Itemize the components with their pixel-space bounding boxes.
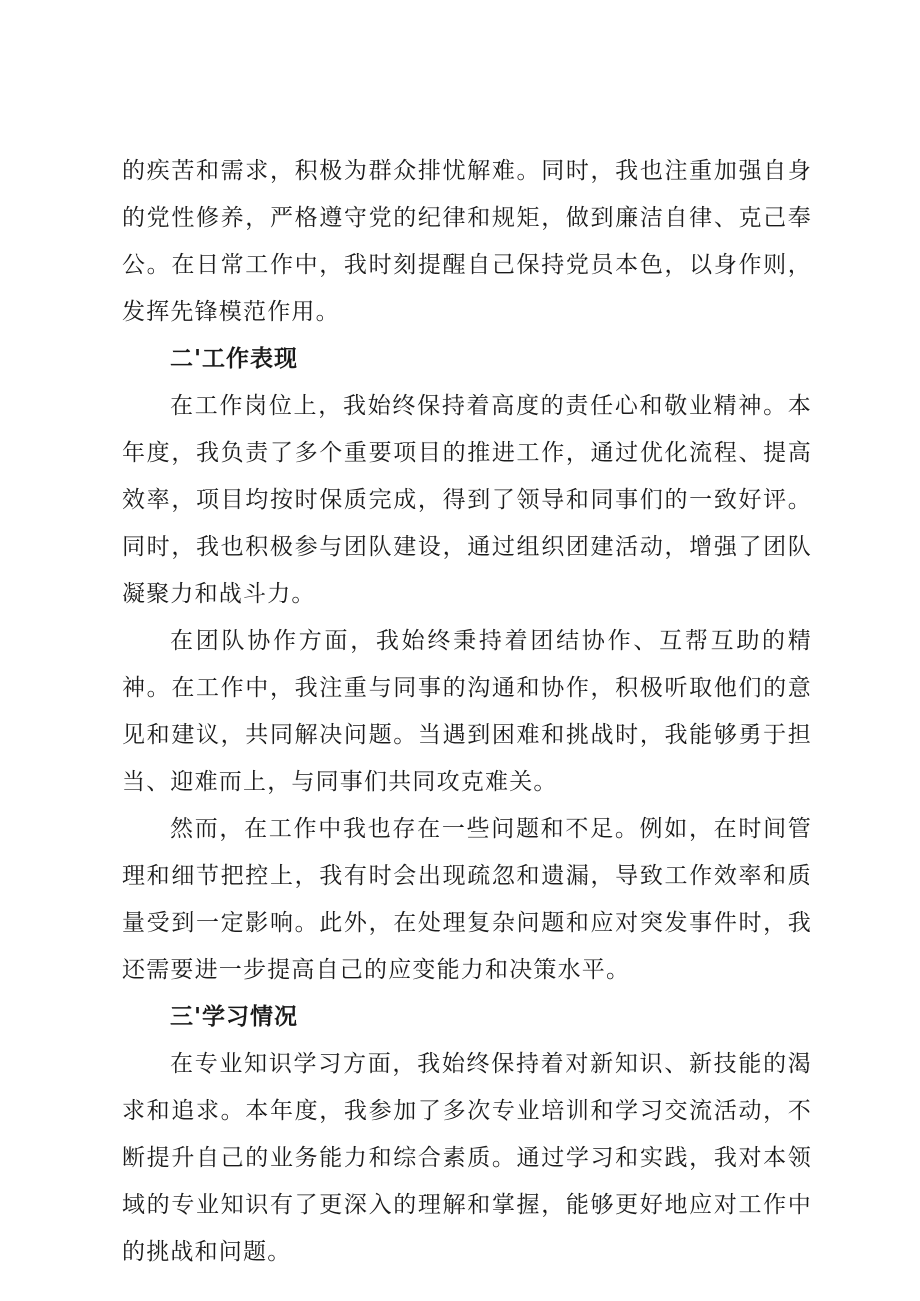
paragraph-professional-study: 在专业知识学习方面，我始终保持着对新知识、新技能的渴求和追求。本年度，我参加了多次专业培训和学习交流活动，不断提升自己的业务能力和综合素质。通过学习和实践，我对本领域的专业知识有了更深入的理解和掌握，能够更好地应对工作中的挑战和问题。 <box>122 1051 812 1265</box>
paragraph-shortcomings: 然而，在工作中我也存在一些问题和不足。例如，在时间管理和细节把控上，我有时会出现疏忽和遗漏，导致工作效率和质量受到一定影响。此外，在处理复杂问题和应对突发事件时，我还需要进一步提高自己的应变能力和决策水平。 <box>122 816 812 983</box>
section-heading-study: 三'学习情况 <box>170 1004 299 1030</box>
paragraph-continuation: 的疾苦和需求，积极为群众排忧解难。同时，我也注重加强自身的党性修养，严格遵守党的纪律和规矩，做到廉洁自律、克己奉公。在日常工作中，我时刻提醒自己保持党员本色，以身作则，发挥先锋模范作用。 <box>122 158 812 325</box>
document-body <box>122 148 812 1276</box>
paragraph-teamwork: 在团队协作方面，我始终秉持着团结协作、互帮互助的精神。在工作中，我注重与同事的沟通和协作，积极听取他们的意见和建议，共同解决问题。当遇到困难和挑战时，我能够勇于担当、迎难而上，与同事们共同攻克难关。 <box>122 628 812 795</box>
paragraph-work-post: 在工作岗位上，我始终保持着高度的责任心和敬业精神。本年度，我负责了多个重要项目的推进工作，通过优化流程、提高效率，项目均按时保质完成，得到了领导和同事们的一致好评。同时，我也积极参与团队建设，通过组织团建活动，增强了团队凝聚力和战斗力。 <box>122 393 812 607</box>
section-heading-work-performance: 二'工作表现 <box>170 346 299 372</box>
